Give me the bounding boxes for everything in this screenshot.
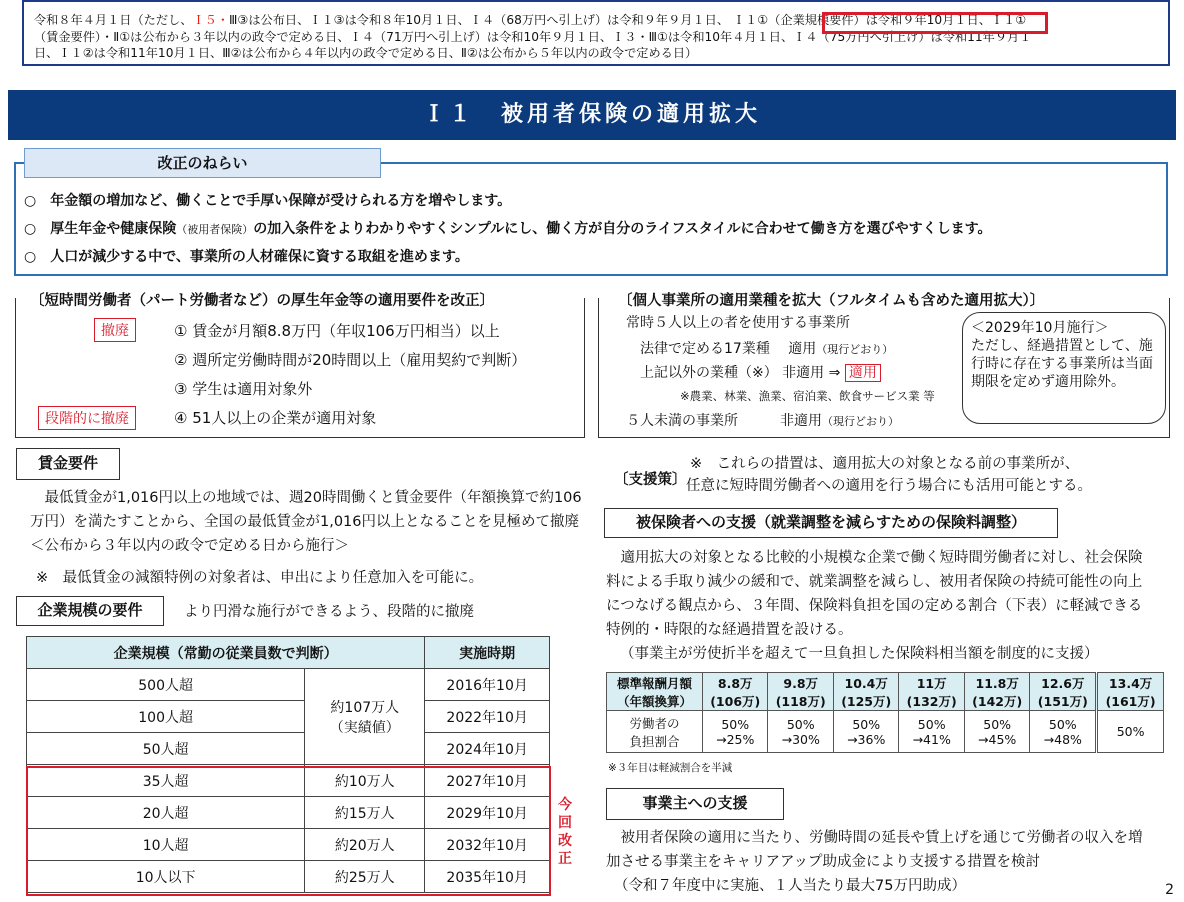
highlight-rect bbox=[822, 12, 1048, 34]
aim-line-3: ○ 人口が減少する中で、事業所の人材確保に資する取組を進めます。 bbox=[24, 249, 469, 265]
biz-row-3: 上記以外の業種（※） 非適用 ⇒ 適用 bbox=[640, 362, 881, 382]
wage-note: ※ 最低賃金の減額特例の対象者は、申出により任意加入を可能に。 bbox=[36, 570, 484, 586]
aim-title: 改正のねらい bbox=[24, 148, 381, 178]
req-2: ② 週所定労働時間が20時間以上（雇用契約で判断） bbox=[174, 351, 527, 369]
req-4: ④ 51人以上の企業が適用対象 bbox=[174, 409, 377, 427]
transition-bubble: ＜2029年10月施行＞ ただし、経過措置として、施行時に存在する事業所は当面期限を定めず適用除外。 bbox=[962, 312, 1166, 424]
aim-line-2: ○ 厚生年金や健康保険（被用者保険）の加入条件をよりわかりやすくシンプルにし、働く方が自分のライフスタイルに合わせて働き方を選びやすくします。 bbox=[24, 221, 992, 237]
req-3: ③ 学生は適用対象外 bbox=[174, 380, 313, 398]
employer-support-body: 被用者保険の適用に当たり、労働時間の延長や賃上げを通じて労働者の収入を増加させる事業主をキャリアアップ助成金により支援する措置を検討 bbox=[606, 830, 1143, 870]
business-title: 〔個人事業所の適用業種を拡大（フルタイムも含めた適用拡大）〕 bbox=[612, 289, 1050, 310]
scale-title: 企業規模の要件 bbox=[16, 596, 164, 626]
wage-title: 賃金要件 bbox=[16, 448, 120, 480]
dates-text-2: Ⅲ③は公布日、Ｉ１③は令和８年10月１日、Ｉ４（68万円へ引上げ）は令和９年９月１日、 Ｉ１①（企業規模要件）は令和９年10月１日、Ｉ１① （賃金要件）・Ⅱ①は公布から３年以内の政令で定める日、Ｉ４（71万円へ引上げ）は令和10年９月１日、Ｉ３・Ⅲ①は令和10年４月１日、Ｉ４（75万円へ引上げ）は令和11年９月１ 日、Ｉ１②は令和11年10月１日、Ⅲ②は公布から４年以内の政令で定める日、Ⅱ②は公布から５年以内の政令で定める日） bbox=[34, 13, 1032, 60]
wage-body: 最低賃金が1,016円以上の地域では、週20時間働くと賃金要件（年額換算で約106万円）を満たすことから、全国の最低賃金が1,016円以上となることを見極めて撤廃 ＜公布から３年以内の政令で定める日から施行＞ bbox=[30, 490, 594, 554]
page-number: 2 bbox=[1165, 882, 1174, 898]
part-time-title: 〔短時間労働者（パート労働者など）の厚生年金等の適用要件を改正〕 bbox=[24, 289, 500, 310]
phased-tag: 段階的に撤廃 bbox=[38, 406, 136, 430]
dates-text: 令和８年４月１日（ただし、 bbox=[34, 13, 193, 27]
biz-row-2: 法律で定める17業種 適用（現行どおり） bbox=[640, 341, 894, 357]
scale-desc: より円滑な施行ができるよう、段階的に撤廃 bbox=[184, 604, 474, 620]
insured-support-body: 適用拡大の対象となる比較的小規模な企業で働く短時間労働者に対し、社会保険料による手取り減少の緩和で、就業調整を減らし、被用者保険の持続可能性の向上につなげる観点から、３年間、保険料負担を国の定める割合（下表）に軽減できる特例的・時限的な経過措置を設ける。 bbox=[606, 550, 1143, 638]
insured-support-body-2: （事業主が労使折半を超えて一旦負担した保険料相当額を制度的に支援） bbox=[620, 646, 1099, 662]
biz-row-5: ５人未満の事業所 非適用（現行どおり） bbox=[626, 413, 899, 429]
employer-support-title: 事業主への支援 bbox=[606, 788, 784, 820]
page-title: Ｉ１ 被用者保険の適用拡大 bbox=[8, 90, 1176, 140]
scale-table: 企業規模（常勤の従業員数で判断） 実施時期 500人超 約107万人 （実績値） 2016年10月 100人超 2022年10月 50人超 2024年10月 35人超 約10万人 2027年10月 20人超 約15万人 2029年10月 10人超 約20万人 2032年10月 10人以下 約25万人 2035年10月 bbox=[26, 636, 550, 893]
premium-table: 標準報酬月額 （年額換算） 8.8万 (106万) 9.8万 (118万) 10.4万 (125万) 11万 (132万) 11.8万 (142万) 12.6万 (151万) 13.4万 (161万) 労働者の 負担割合 50% →25% 50% →30% 50% →36% 50% →41% 50% →45% 50% →48% 50% bbox=[606, 672, 1164, 753]
support-note-2: 任意に短時間労働者への適用を行う場合にも活用可能とする。 bbox=[686, 478, 1092, 494]
support-note-1: ※ これらの措置は、適用拡大の対象となる前の事業所が、 bbox=[690, 456, 1080, 472]
abolish-tag: 撤廃 bbox=[94, 318, 136, 342]
this-revision-label: 今回改正 bbox=[558, 797, 572, 867]
support-label: 〔支援策〕 bbox=[614, 472, 687, 488]
biz-row-4: ※農業、林業、漁業、宿泊業、飲食サービス業 等 bbox=[680, 389, 935, 403]
employer-support-body-2: （令和７年度中に実施、１人当たり最大75万円助成） bbox=[614, 878, 966, 894]
premium-note: ※３年目は軽減割合を半減 bbox=[608, 762, 733, 774]
insured-support-title: 被保険者への支援（就業調整を減らすための保険料調整） bbox=[604, 508, 1058, 538]
this-revision-box bbox=[26, 766, 551, 896]
aim-line-1: ○ 年金額の増加など、働くことで手厚い保障が受けられる方を増やします。 bbox=[24, 193, 512, 209]
biz-row-1: 常時５人以上の者を使用する事業所 bbox=[626, 315, 850, 331]
dates-red: Ｉ５・ bbox=[192, 13, 229, 27]
req-1: ① 賃金が月額8.8万円（年収106万円相当）以上 bbox=[174, 322, 500, 340]
